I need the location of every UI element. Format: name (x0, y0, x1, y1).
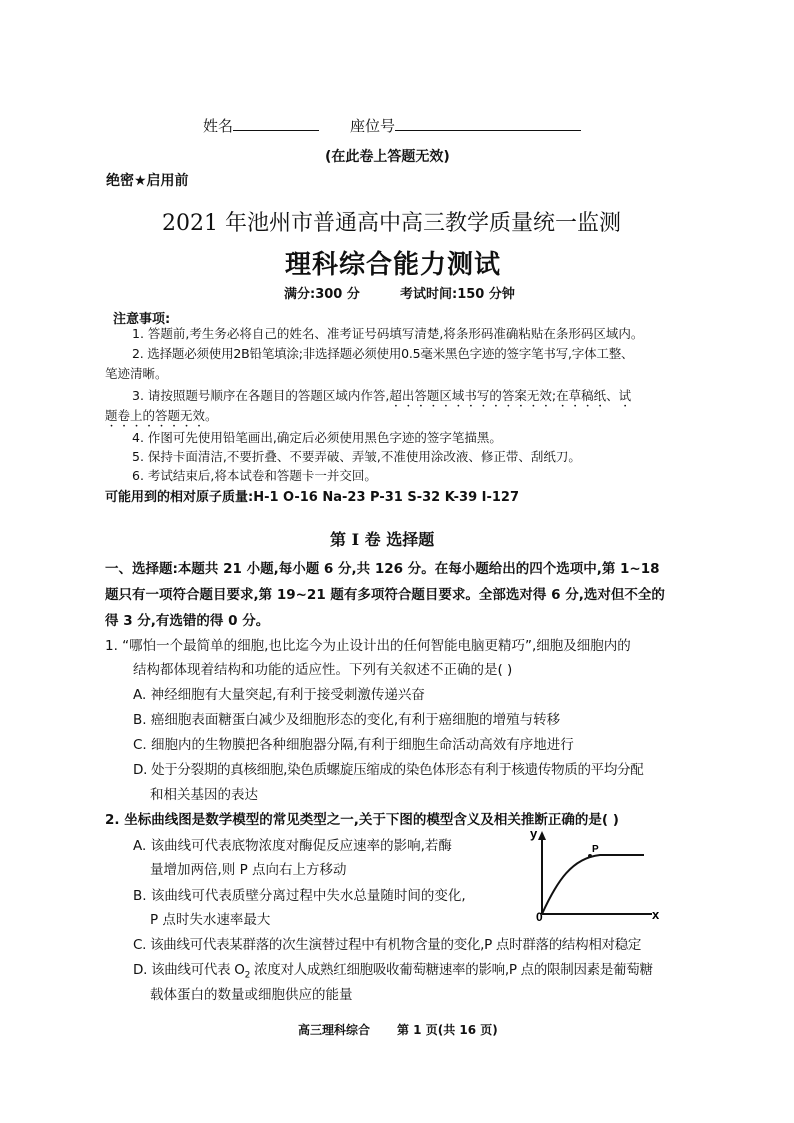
note-5: 5. 保持卡面清洁,不要折叠、不要弄破、弄皱,不准使用涂改液、修正带、刮纸刀。 (132, 449, 581, 464)
seat-blank[interactable] (395, 114, 581, 131)
q2-option-b-2: P 点时失水速率最大 (150, 912, 271, 928)
section-intro-1: 一、选择题:本题共 21 小题,每小题 6 分,共 126 分。在每小题给出的四个选项中,第 1~18 (105, 561, 660, 577)
notes-heading: 注意事项: (113, 312, 171, 327)
note-1: 1. 答题前,考生务必将自己的姓名、准考证号码填写清楚,将条形码准确粘贴在条形码区域内。 (132, 326, 644, 341)
origin-label: 0 (536, 910, 543, 922)
exam-time: 考试时间:150 分钟 (400, 287, 515, 302)
q2-stem: 2. 坐标曲线图是数学模型的常见类型之一,关于下图的模型含义及相关推断正确的是( ) (105, 812, 619, 828)
exam-score: 满分:300 分 (284, 287, 360, 302)
note-6: 6. 考试结束后,将本试卷和答题卡一并交回。 (132, 468, 377, 483)
atomic-masses: 可能用到的相对原子质量:H-1 O-16 Na-23 P-31 S-32 K-39 I-127 (105, 490, 520, 505)
name-field (203, 114, 319, 136)
q1-stem-1: 1. “哪怕一个最简单的细胞,也比迄今为止设计出的任何智能电脑更精巧”,细胞及细胞内的 (105, 638, 631, 654)
seat-label: 座位号 (350, 117, 396, 135)
section-intro-2: 题只有一项符合题目要求,第 19~21 题有多项符合题目要求。全部选对得 6 分,选对但不全的 (105, 587, 665, 603)
q2-option-b-1[interactable]: B. 该曲线可代表质壁分离过程中失水总量随时间的变化, (133, 888, 466, 904)
q1-stem-2: 结构都体现着结构和功能的适应性。下列有关叙述不正确的是( ) (133, 662, 513, 678)
section-title: 第 Ⅰ 卷 选择题 (330, 530, 435, 549)
y-axis-label: y (530, 826, 538, 841)
note-3b: 题卷上的答题无效。 (105, 408, 218, 423)
name-blank[interactable] (233, 114, 319, 131)
q1-option-d-2: 和相关基因的表达 (150, 787, 258, 803)
q2-option-d-2: 载体蛋白的数量或细胞供应的能量 (150, 987, 353, 1003)
q1-option-b[interactable]: B. 癌细胞表面糖蛋白减少及细胞形态的变化,有利于癌细胞的增殖与转移 (133, 712, 561, 728)
invalid-note: (在此卷上答题无效) (325, 149, 450, 165)
q1-option-c[interactable]: C. 细胞内的生物膜把各种细胞器分隔,有利于细胞生命活动高效有序地进行 (133, 737, 574, 753)
q1-option-a[interactable]: A. 神经细胞有大量突起,有利于接受刺激传递兴奋 (133, 687, 425, 703)
footer-right: 第 1 页(共 16 页) (397, 1023, 498, 1037)
seat-field (350, 114, 581, 136)
footer-left: 高三理科综合 (298, 1023, 371, 1037)
q1-option-d-1[interactable]: D. 处于分裂期的真核细胞,染色质螺旋压缩成的染色体形态有利于核遗传物质的平均分配 (133, 762, 644, 778)
exam-title: 2021 年池州市普通高中高三教学质量统一监测 (162, 211, 621, 236)
q2-option-a-2: 量增加两倍,则 P 点向右上方移动 (150, 862, 347, 878)
x-axis-label: x (652, 907, 660, 922)
q2-option-c[interactable]: C. 该曲线可代表某群落的次生演替过程中有机物含量的变化,P 点时群落的结构相对稳定 (133, 937, 642, 953)
note-2a: 2. 选择题必须使用2B铅笔填涂;非选择题必须使用0.5毫米黑色字迹的签字笔书写,字体工整、 (132, 346, 634, 361)
exam-subject: 理科综合能力测试 (285, 250, 502, 280)
q2-curve-graph (522, 826, 672, 922)
point-p-label: P (592, 844, 599, 855)
note-3a: 3. 请按照题号顺序在各题目的答题区域内作答,超出答题区域书写的答案无效;在草稿纸、试 (132, 388, 632, 403)
y-axis-arrow (538, 831, 546, 840)
q2-option-a-1[interactable]: A. 该曲线可代表底物浓度对酶促反应速率的影响,若酶 (133, 838, 452, 854)
note-2b: 笔迹清晰。 (105, 366, 168, 381)
note-4: 4. 作图可先使用铅笔画出,确定后必须使用黑色字迹的签字笔描黑。 (132, 430, 502, 445)
saturation-curve (542, 855, 644, 914)
q2-option-d-1[interactable]: D. 该曲线可代表 $O_2$ 浓度对人成熟红细胞吸收葡萄糖速率的影响,P 点的限制因素是葡萄糖 (133, 962, 653, 981)
secret-label: 绝密★启用前 (106, 173, 189, 189)
name-label: 姓名 (203, 117, 234, 135)
section-intro-3: 得 3 分,有选错的得 0 分。 (105, 613, 270, 629)
